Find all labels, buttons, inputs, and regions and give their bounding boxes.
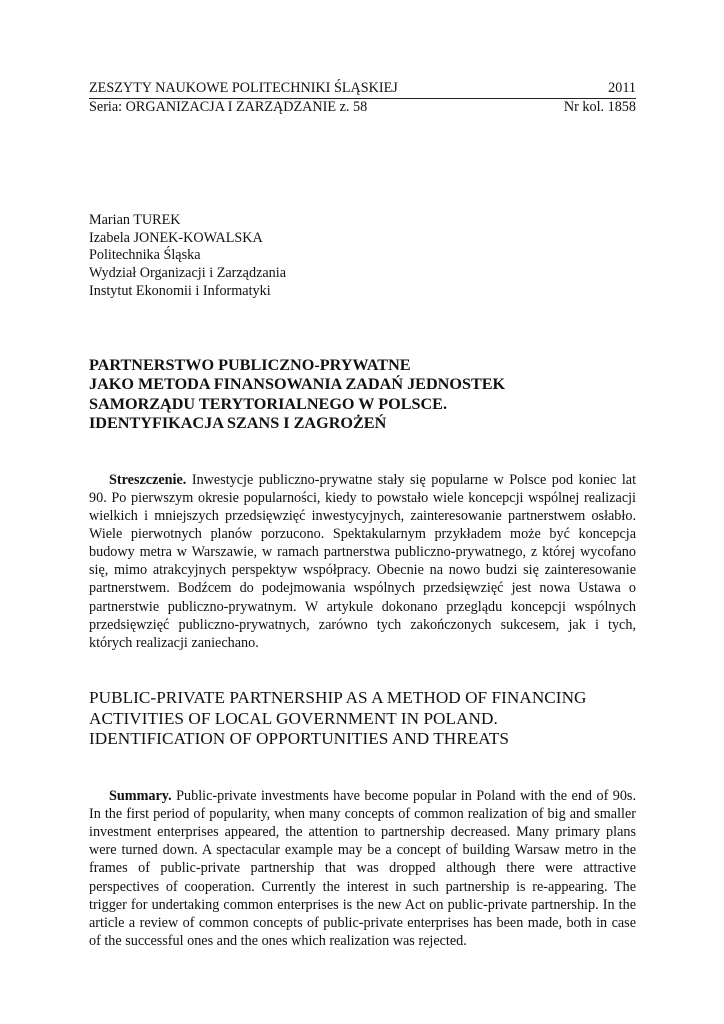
abstract-polish — [89, 471, 636, 653]
abstract-english-label: Summary. — [109, 787, 172, 804]
issue-number: Nr kol. 1858 — [563, 99, 636, 115]
title-polish-line: JAKO METODA FINANSOWANIA ZADAŃ JEDNOSTEK — [89, 375, 506, 394]
paper-page — [89, 80, 636, 964]
title-english-line: PUBLIC-PRIVATE PARTNERSHIP AS A METHOD OF FINANCING — [89, 688, 587, 708]
author-block — [89, 212, 636, 301]
publication-year: 2011 — [608, 80, 636, 96]
affiliation-faculty: Wydział Organizacji i Zarządzania — [89, 265, 287, 282]
journal-name: ZESZYTY NAUKOWE POLITECHNIKI ŚLĄSKIEJ — [89, 80, 398, 96]
title-polish-line: SAMORZĄDU TERYTORIALNEGO W POLSCE. — [89, 394, 448, 413]
title-english — [89, 688, 636, 750]
affiliation-university: Politechnika Śląska — [89, 247, 201, 264]
author-name: Marian TUREK — [89, 212, 181, 228]
abstract-polish-label: Streszczenie. — [109, 471, 187, 488]
affiliation-institute: Instytut Ekonomii i Informatyki — [89, 282, 271, 299]
title-polish-line: PARTNERSTWO PUBLICZNO-PRYWATNE — [89, 355, 411, 374]
header-bottom-row — [89, 99, 636, 116]
header-top-row — [89, 80, 636, 99]
running-header — [89, 80, 636, 116]
title-english-line: IDENTIFICATION OF OPPORTUNITIES AND THREATS — [89, 729, 509, 749]
author-name: Izabela JONEK-KOWALSKA — [89, 229, 263, 246]
abstract-polish-text: Inwestycje publiczno-prywatne stały się popularne w Polsce pod koniec lat 90. Po pierwszym okresie popularności, kiedy to powstało wiele koncepcji wspólnej realizacji wielkich i mniejszych przedsięwzięć inwestycyjnych, zainteresowanie partnerstwem osłabło. Wiele pierwotnych planów porzucono. Spektakularnym przykładem może być koncepcja budowy metra w Warszawie, w ramach partnerstwa publiczno-prywatnego, z której wycofano się, mimo atrakcyjnych perspektyw współpracy. Obecnie na nowo budzi się zainteresowanie partnerstwem. Bodźcem do podejmowania wspólnych przedsięwzięć jest nowa Ustawa o partnerstwie publiczno-prywatnym. W artykule dokonano przeglądu koncepcji wspólnych przedsięwzięć publiczno-prywatnych, zarówno tych zakończonych sukcesem, jak i tych, których realizacji zaniechano. — [89, 471, 637, 651]
series-name: Seria: ORGANIZACJA I ZARZĄDZANIE z. 58 — [89, 99, 368, 115]
abstract-english — [89, 787, 636, 950]
abstract-english-text: Public-private investments have become popular in Poland with the end of 90s. In the first period of popularity, when many concepts of common realization of big and smaller investment enterprises appeared, the attention to partnership decreased. Many primary plans were turned down. A spectacular example may be a concept of building Warsaw metro in the frames of public-private partnership that was dropped although there were attractive perspectives of cooperation. Currently the interest in such partnership is re-appearing. The trigger for undertaking common enterprises is the new Act on public-private partnership. In the article a review of common concepts of public-private enterprises has been made, both in case of the successful ones and the ones which realization was rejected. — [89, 787, 636, 950]
title-polish-line: IDENTYFIKACJA SZANS I ZAGROŻEŃ — [89, 414, 387, 433]
title-english-line: ACTIVITIES OF LOCAL GOVERNMENT IN POLAND. — [89, 708, 498, 728]
title-polish — [89, 356, 636, 434]
